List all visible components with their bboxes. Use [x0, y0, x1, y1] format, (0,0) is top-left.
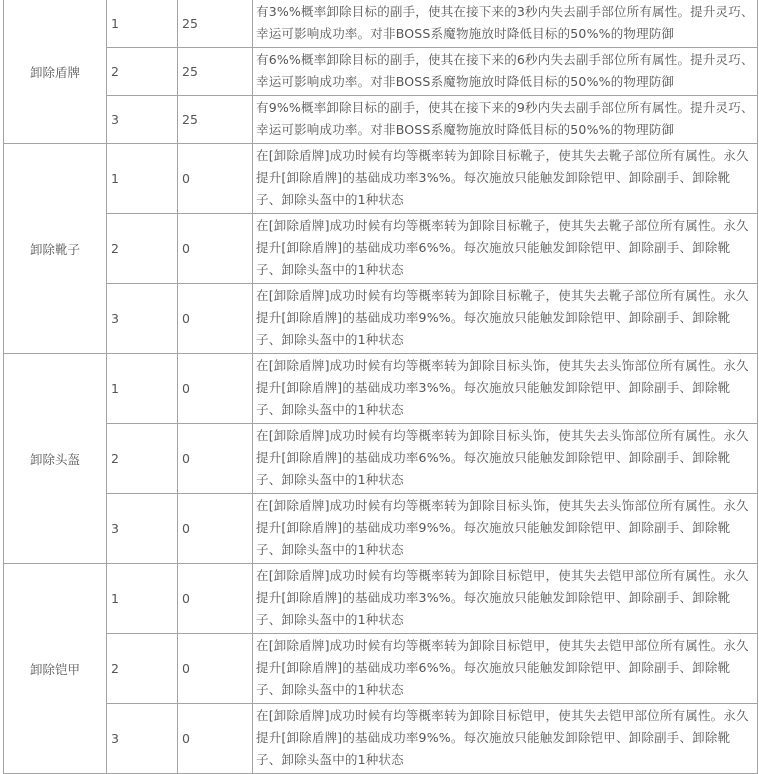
level-cell: 2: [107, 48, 178, 96]
level-cell: 3: [107, 704, 178, 774]
level-cell: 1: [107, 564, 178, 634]
level-cell: 3: [107, 284, 178, 354]
cost-cell: 0: [178, 354, 253, 424]
description-cell: 在[卸除盾牌]成功时候有均等概率转为卸除目标靴子，使其失去靴子部位所有属性。永久提升[卸除盾牌]的基础成功率6%%。每次施放只能触发卸除铠甲、卸除副手、卸除靴子、卸除头盔中的1种状态: [253, 214, 758, 284]
skill-name-cell: 卸除头盔: [4, 354, 107, 564]
level-cell: 1: [107, 0, 178, 48]
table-row: [4, 0, 758, 48]
description-cell: 有6%%概率卸除目标的副手，使其在接下来的6秒内失去副手部位所有属性。提升灵巧、幸运可影响成功率。对非BOSS系魔物施放时降低目标的50%%的物理防御: [253, 48, 758, 96]
table-row: [4, 284, 758, 354]
cost-cell: 0: [178, 634, 253, 704]
level-cell: 2: [107, 424, 178, 494]
level-cell: 1: [107, 354, 178, 424]
cost-cell: 0: [178, 704, 253, 774]
level-cell: 2: [107, 214, 178, 284]
cost-cell: 25: [178, 48, 253, 96]
table-row: [4, 424, 758, 494]
skill-name-cell: 卸除铠甲: [4, 564, 107, 774]
description-cell: 在[卸除盾牌]成功时候有均等概率转为卸除目标头饰，使其失去头饰部位所有属性。永久提升[卸除盾牌]的基础成功率9%%。每次施放只能触发卸除铠甲、卸除副手、卸除靴子、卸除头盔中的1种状态: [253, 494, 758, 564]
description-cell: 在[卸除盾牌]成功时候有均等概率转为卸除目标头饰，使其失去头饰部位所有属性。永久提升[卸除盾牌]的基础成功率3%%。每次施放只能触发卸除铠甲、卸除副手、卸除靴子、卸除头盔中的1种状态: [253, 354, 758, 424]
skill-name-cell: 卸除靴子: [4, 144, 107, 354]
description-cell: 在[卸除盾牌]成功时候有均等概率转为卸除目标靴子，使其失去靴子部位所有属性。永久提升[卸除盾牌]的基础成功率3%%。每次施放只能触发卸除铠甲、卸除副手、卸除靴子、卸除头盔中的1种状态: [253, 144, 758, 214]
description-cell: 在[卸除盾牌]成功时候有均等概率转为卸除目标头饰，使其失去头饰部位所有属性。永久提升[卸除盾牌]的基础成功率6%%。每次施放只能触发卸除铠甲、卸除副手、卸除靴子、卸除头盔中的1种状态: [253, 424, 758, 494]
cost-cell: 0: [178, 564, 253, 634]
cost-cell: 25: [178, 96, 253, 144]
table-row: [4, 564, 758, 634]
description-cell: 有9%%概率卸除目标的副手，使其在接下来的9秒内失去副手部位所有属性。提升灵巧、幸运可影响成功率。对非BOSS系魔物施放时降低目标的50%%的物理防御: [253, 96, 758, 144]
cost-cell: 0: [178, 494, 253, 564]
table-row: [4, 96, 758, 144]
table-row: [4, 634, 758, 704]
description-cell: 在[卸除盾牌]成功时候有均等概率转为卸除目标铠甲，使其失去铠甲部位所有属性。永久提升[卸除盾牌]的基础成功率9%%。每次施放只能触发卸除铠甲、卸除副手、卸除靴子、卸除头盔中的1种状态: [253, 704, 758, 774]
level-cell: 3: [107, 96, 178, 144]
table-row: [4, 494, 758, 564]
level-cell: 3: [107, 494, 178, 564]
cost-cell: 0: [178, 424, 253, 494]
cost-cell: 25: [178, 0, 253, 48]
table-row: [4, 704, 758, 774]
table-row: [4, 144, 758, 214]
level-cell: 2: [107, 634, 178, 704]
description-cell: 在[卸除盾牌]成功时候有均等概率转为卸除目标铠甲，使其失去铠甲部位所有属性。永久提升[卸除盾牌]的基础成功率6%%。每次施放只能触发卸除铠甲、卸除副手、卸除靴子、卸除头盔中的1种状态: [253, 634, 758, 704]
table-row: [4, 214, 758, 284]
description-cell: 在[卸除盾牌]成功时候有均等概率转为卸除目标铠甲，使其失去铠甲部位所有属性。永久提升[卸除盾牌]的基础成功率3%%。每次施放只能触发卸除铠甲、卸除副手、卸除靴子、卸除头盔中的1种状态: [253, 564, 758, 634]
level-cell: 1: [107, 144, 178, 214]
table-row: [4, 48, 758, 96]
cost-cell: 0: [178, 214, 253, 284]
table-row: [4, 354, 758, 424]
cost-cell: 0: [178, 284, 253, 354]
skill-name-cell: 卸除盾牌: [4, 0, 107, 144]
cost-cell: 0: [178, 144, 253, 214]
description-cell: 有3%%概率卸除目标的副手，使其在接下来的3秒内失去副手部位所有属性。提升灵巧、幸运可影响成功率。对非BOSS系魔物施放时降低目标的50%%的物理防御: [253, 0, 758, 48]
skill-table: [3, 0, 758, 774]
description-cell: 在[卸除盾牌]成功时候有均等概率转为卸除目标靴子，使其失去靴子部位所有属性。永久提升[卸除盾牌]的基础成功率9%%。每次施放只能触发卸除铠甲、卸除副手、卸除靴子、卸除头盔中的1种状态: [253, 284, 758, 354]
